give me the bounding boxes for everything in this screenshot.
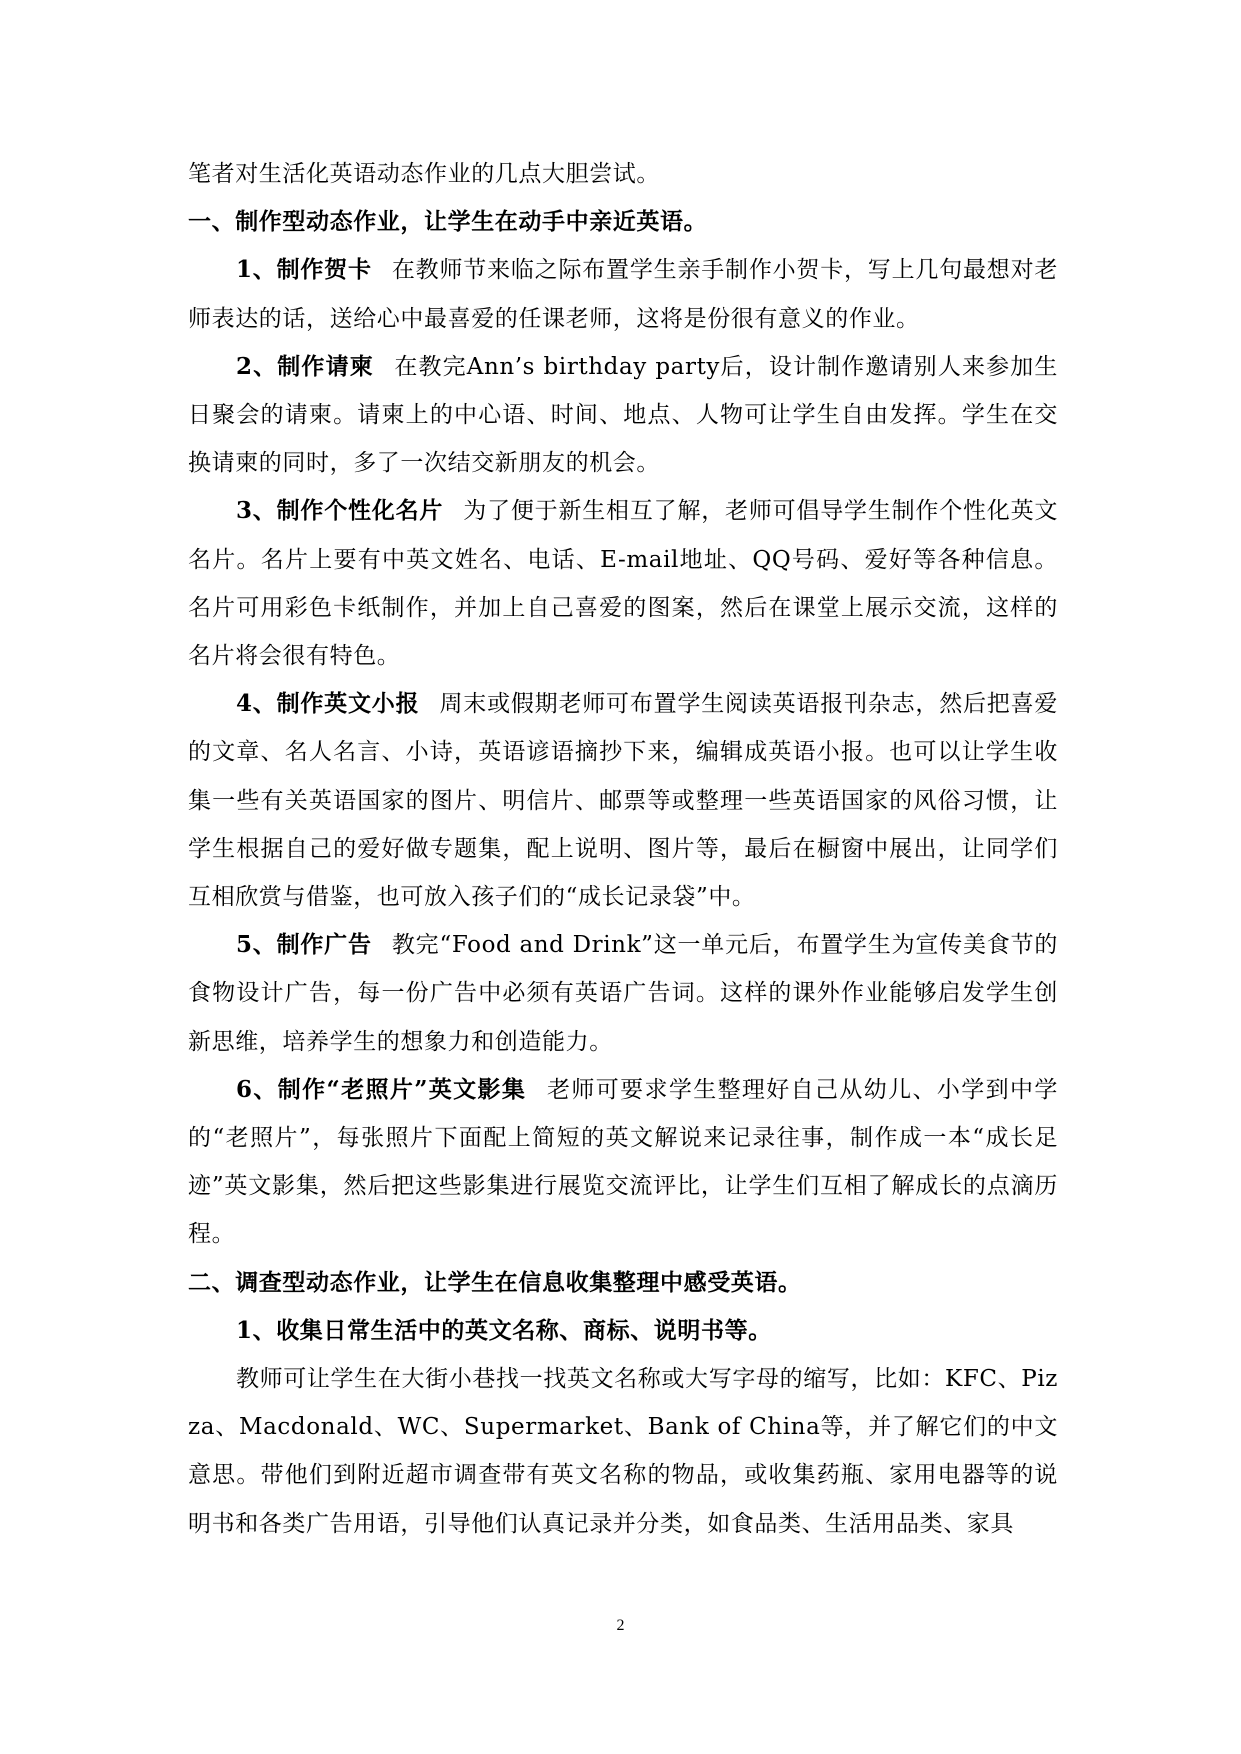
body-paragraph: 教师可让学生在大街小巷找一找英文名称或大写字母的缩写，比如：KFC、Pizza、Macdonald、WC、Supermarket、Bank of China等，并了解它们的中文意思。带他们到附近超市调查带有英文名称的物品，或收集药瓶、家用电器等的说明书和各类广告用语，引导他们认真记录并分类，如食品类、生活用品类、家具 <box>188 1366 1058 1537</box>
item-paragraph <box>188 487 1058 680</box>
item-text: 在教完Ann’s birthday party后，设计制作邀请别人来参加生日聚会的请柬。请柬上的中心语、时间、地点、人物可让学生自由发挥。学生在交换请柬的同时，多了一次结交新朋友的机会。 <box>188 353 1058 477</box>
subheading: 1、收集日常生活中的英文名称、商标、说明书等。 <box>236 1316 772 1344</box>
item-paragraph <box>188 1066 1058 1259</box>
item-lead: 1、制作贺卡 <box>236 256 372 284</box>
item-lead: 6、制作“老照片”英文影集 <box>236 1075 527 1103</box>
item-text: 在教师节来临之际布置学生亲手制作小贺卡，写上几句最想对老师表达的话，送给心中最喜爱的任课老师，这将是份很有意义的作业。 <box>188 257 1058 332</box>
item-lead: 5、制作广告 <box>236 931 372 959</box>
item-paragraph <box>188 246 1058 342</box>
section-heading-1: 一、制作型动态作业，让学生在动手中亲近英语。 <box>188 208 708 236</box>
page-content <box>188 150 1058 1548</box>
item-lead: 3、制作个性化名片 <box>236 497 444 525</box>
item-lead: 4、制作英文小报 <box>236 690 420 718</box>
section-heading-2: 二、调查型动态作业，让学生在信息收集整理中感受英语。 <box>188 1268 802 1296</box>
item-paragraph <box>188 921 1058 1066</box>
intro-paragraph: 笔者对生活化英语动态作业的几点大胆尝试。 <box>188 161 660 187</box>
item-text: 教完“Food and Drink”这一单元后，布置学生为宣传美食节的食物设计广告，每一份广告中必须有英语广告词。这样的课外作业能够启发学生创新思维，培养学生的想象力和创造能力。 <box>188 932 1058 1055</box>
page-number: 2 <box>616 1617 625 1634</box>
item-text: 老师可要求学生整理好自己从幼儿、小学到中学的“老照片”，每张照片下面配上简短的英文解说来记录往事，制作成一本“成长足迹”英文影集，然后把这些影集进行展览交流评比，让学生们互相了解成长的点滴历程。 <box>188 1076 1058 1248</box>
item-lead: 2、制作请柬 <box>236 352 374 380</box>
item-paragraph <box>188 343 1058 488</box>
item-text: 周末或假期老师可布置学生阅读英语报刊杂志，然后把喜爱的文章、名人名言、小诗，英语谚语摘抄下来，编辑成英语小报。也可以让学生收集一些有关英语国家的图片、明信片、邮票等或整理一些英语国家的风俗习惯，让学生根据自己的爱好做专题集，配上说明、图片等，最后在橱窗中展出，让同学们互相欣赏与借鉴，也可放入孩子们的“成长记录袋”中。 <box>188 691 1058 911</box>
item-text: 为了便于新生相互了解，老师可倡导学生制作个性化英文名片。名片上要有中英文姓名、电话、E-mail地址、QQ号码、爱好等各种信息。名片可用彩色卡纸制作，并加上自己喜爱的图案，然后在课堂上展示交流，这样的名片将会很有特色。 <box>188 498 1058 670</box>
item-paragraph <box>188 680 1058 921</box>
